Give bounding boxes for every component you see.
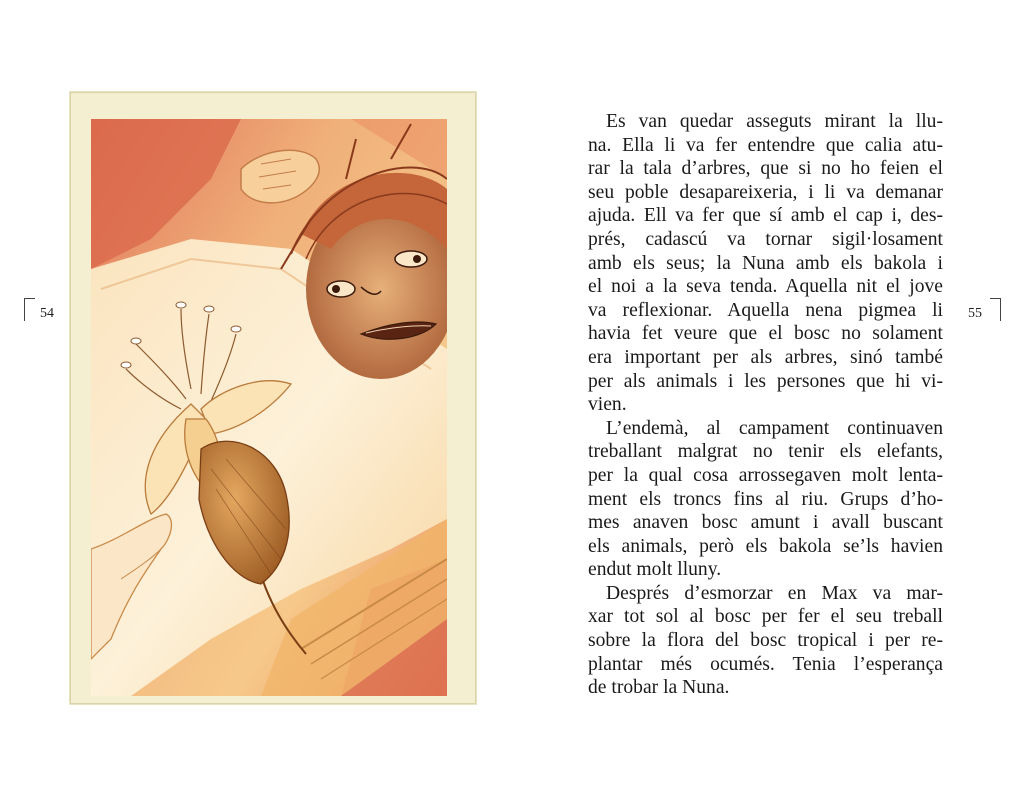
- page-number-left-text: 54: [40, 306, 54, 321]
- text-line: era important per als arbres, sinó també: [588, 346, 943, 368]
- page-corner-mark-right: [990, 298, 1001, 321]
- text-line: el noi a la seva tenda. Aquella nit el jove: [588, 276, 943, 298]
- page-corner-mark-left: [24, 298, 35, 321]
- page-number-right-text: 55: [968, 306, 982, 321]
- body-text: [588, 110, 943, 700]
- illustration-svg: [91, 119, 447, 696]
- text-line: na. Ella li va fer entendre que calia atu-: [588, 134, 943, 156]
- text-line: seu poble desapareixeria, i li va demanar: [588, 181, 943, 203]
- text-line: va reflexionar. Aquella nena pigmea li: [588, 299, 943, 321]
- text-line: per als animals i les persones que hi vi-: [588, 370, 943, 392]
- text-line: Es van quedar asseguts mirant la llu-: [606, 111, 943, 132]
- text-line: els animals, però els bakola se’ls havien: [588, 535, 943, 557]
- text-line: ment els troncs fins al riu. Grups d’ho-: [588, 488, 943, 510]
- text-line: per la qual cosa arrossegaven molt lenta-: [588, 464, 943, 486]
- illustration-image: [91, 119, 447, 696]
- text-line: Després d’esmorzar en Max va mar-: [606, 582, 943, 604]
- text-line: sobre la flora del bosc tropical i per re-: [588, 630, 943, 652]
- text-line: vien.: [588, 394, 627, 416]
- text-line: L’endemà, al campament continuaven: [606, 417, 943, 439]
- text-line: amb els seus; la Nuna amb els bakola i: [588, 252, 943, 274]
- text-line: prés, cadascú va tornar sigil·losament: [588, 228, 943, 250]
- text-line: de trobar la Nuna.: [588, 677, 730, 699]
- text-line: treballant malgrat no tenir els elefants,: [588, 441, 943, 463]
- text-line: plantar més ocumés. Tenia l’esperança: [588, 653, 943, 675]
- paragraph-2: [588, 417, 943, 582]
- paragraph-3: [588, 582, 943, 700]
- text-line: endut molt lluny.: [588, 559, 722, 581]
- text-line: ajuda. Ell va fer que sí amb el cap i, des-: [588, 205, 943, 227]
- text-line: xar tot sol al bosc per fer el seu treball: [588, 606, 943, 628]
- text-line: rar la tala d’arbres, que si no ho feien el: [588, 158, 943, 180]
- paragraph-1: [588, 110, 943, 417]
- illustration-card: [70, 92, 476, 704]
- text-line: havia fet veure que el bosc no solament: [588, 323, 943, 345]
- text-line: mes anaven bosc amunt i avall buscant: [588, 512, 943, 534]
